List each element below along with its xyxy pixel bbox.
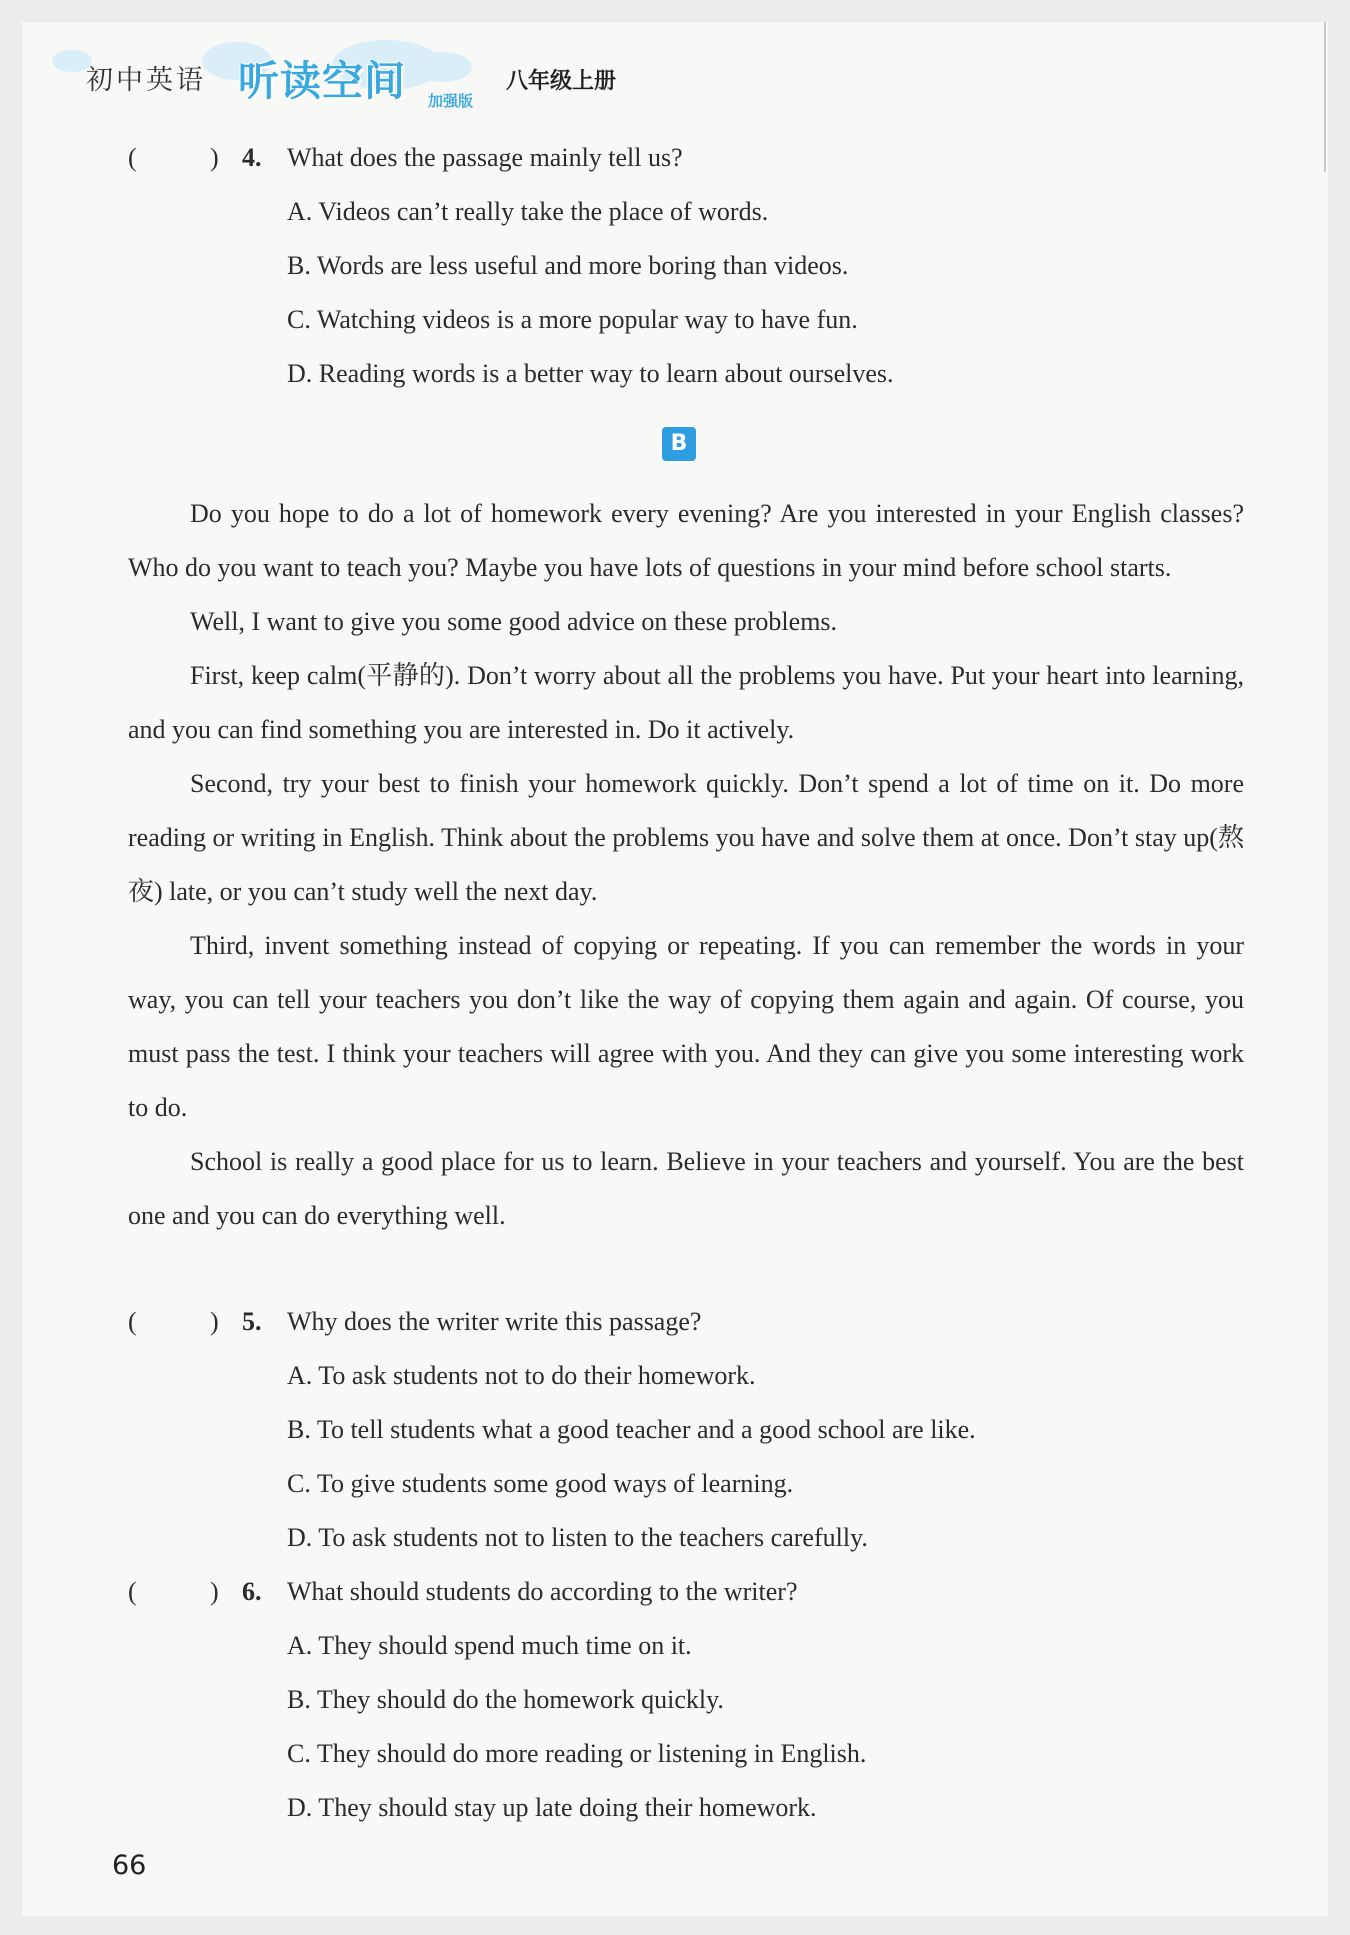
option-d: D. To ask students not to listen to the teachers carefully. — [287, 1523, 868, 1552]
answer-paren-right: ) — [210, 143, 219, 172]
option-c: C. They should do more reading or listening in English. — [287, 1739, 867, 1768]
question-number: 6. — [242, 1577, 262, 1606]
brand-title: 听读空间 — [238, 57, 406, 105]
option-b: B. To tell students what a good teacher and a good school are like. — [287, 1415, 976, 1444]
page-edge-rule — [1324, 22, 1326, 172]
option-c: C. Watching videos is a more popular way to have fun. — [287, 305, 858, 334]
passage-paragraph: Do you hope to do a lot of homework every evening? Are you interested in your English classes? Who do you want to teach you? Maybe you have lots of questions in your mind before school starts. — [128, 499, 1244, 582]
reading-passage — [128, 487, 1244, 1243]
edition-label: 加强版 — [428, 92, 474, 110]
option-b: B. Words are less useful and more boring than videos. — [287, 251, 849, 280]
option-a: A. Videos can’t really take the place of words. — [287, 197, 769, 226]
question-text: Why does the writer write this passage? — [287, 1307, 702, 1336]
answer-paren-right: ) — [210, 1577, 219, 1606]
answer-paren-left: ( — [128, 1307, 137, 1336]
question-number: 4. — [242, 143, 262, 172]
question-text: What should students do according to the writer? — [287, 1577, 798, 1606]
option-c: C. To give students some good ways of learning. — [287, 1469, 794, 1498]
header-cloud-decoration — [412, 52, 472, 82]
question-text: What does the passage mainly tell us? — [287, 143, 683, 172]
option-a: A. They should spend much time on it. — [287, 1631, 692, 1660]
page-header — [52, 44, 752, 114]
section-b-badge: B — [662, 427, 696, 461]
passage-paragraph: Third, invent something instead of copying or repeating. If you can remember the words in your way, you can tell your teachers you don’t like the way of copying them again and again. Of course, you must pass the test. I think your teachers will agree with you. And they can give you some interesting work to do. — [128, 931, 1244, 1122]
passage-paragraph: Well, I want to give you some good advice on these problems. — [190, 607, 838, 636]
answer-paren-left: ( — [128, 1577, 137, 1606]
question-number: 5. — [242, 1307, 262, 1336]
passage-paragraph: School is really a good place for us to learn. Believe in your teachers and yourself. You are the best one and you can do everything well. — [128, 1147, 1244, 1230]
option-b: B. They should do the homework quickly. — [287, 1685, 724, 1714]
option-d: D. Reading words is a better way to learn about ourselves. — [287, 359, 894, 388]
answer-paren-right: ) — [210, 1307, 219, 1336]
series-title: 初中英语 — [86, 65, 206, 96]
grade-label: 八年级上册 — [506, 69, 617, 94]
page-number: 66 — [112, 1850, 147, 1881]
answer-paren-left: ( — [128, 143, 137, 172]
passage-paragraph: First, keep calm(平静的). Don’t worry about all the problems you have. Put your heart into learning, and you can find something you are interested in. Do it actively. — [128, 661, 1244, 744]
option-d: D. They should stay up late doing their homework. — [287, 1793, 817, 1822]
passage-paragraph: Second, try your best to finish your homework quickly. Don’t spend a lot of time on it. Do more reading or writing in English. Think about the problems you have and solve them at once. Don’t stay up(熬夜) late, or you can’t study well the next day. — [128, 769, 1244, 906]
option-a: A. To ask students not to do their homework. — [287, 1361, 756, 1390]
